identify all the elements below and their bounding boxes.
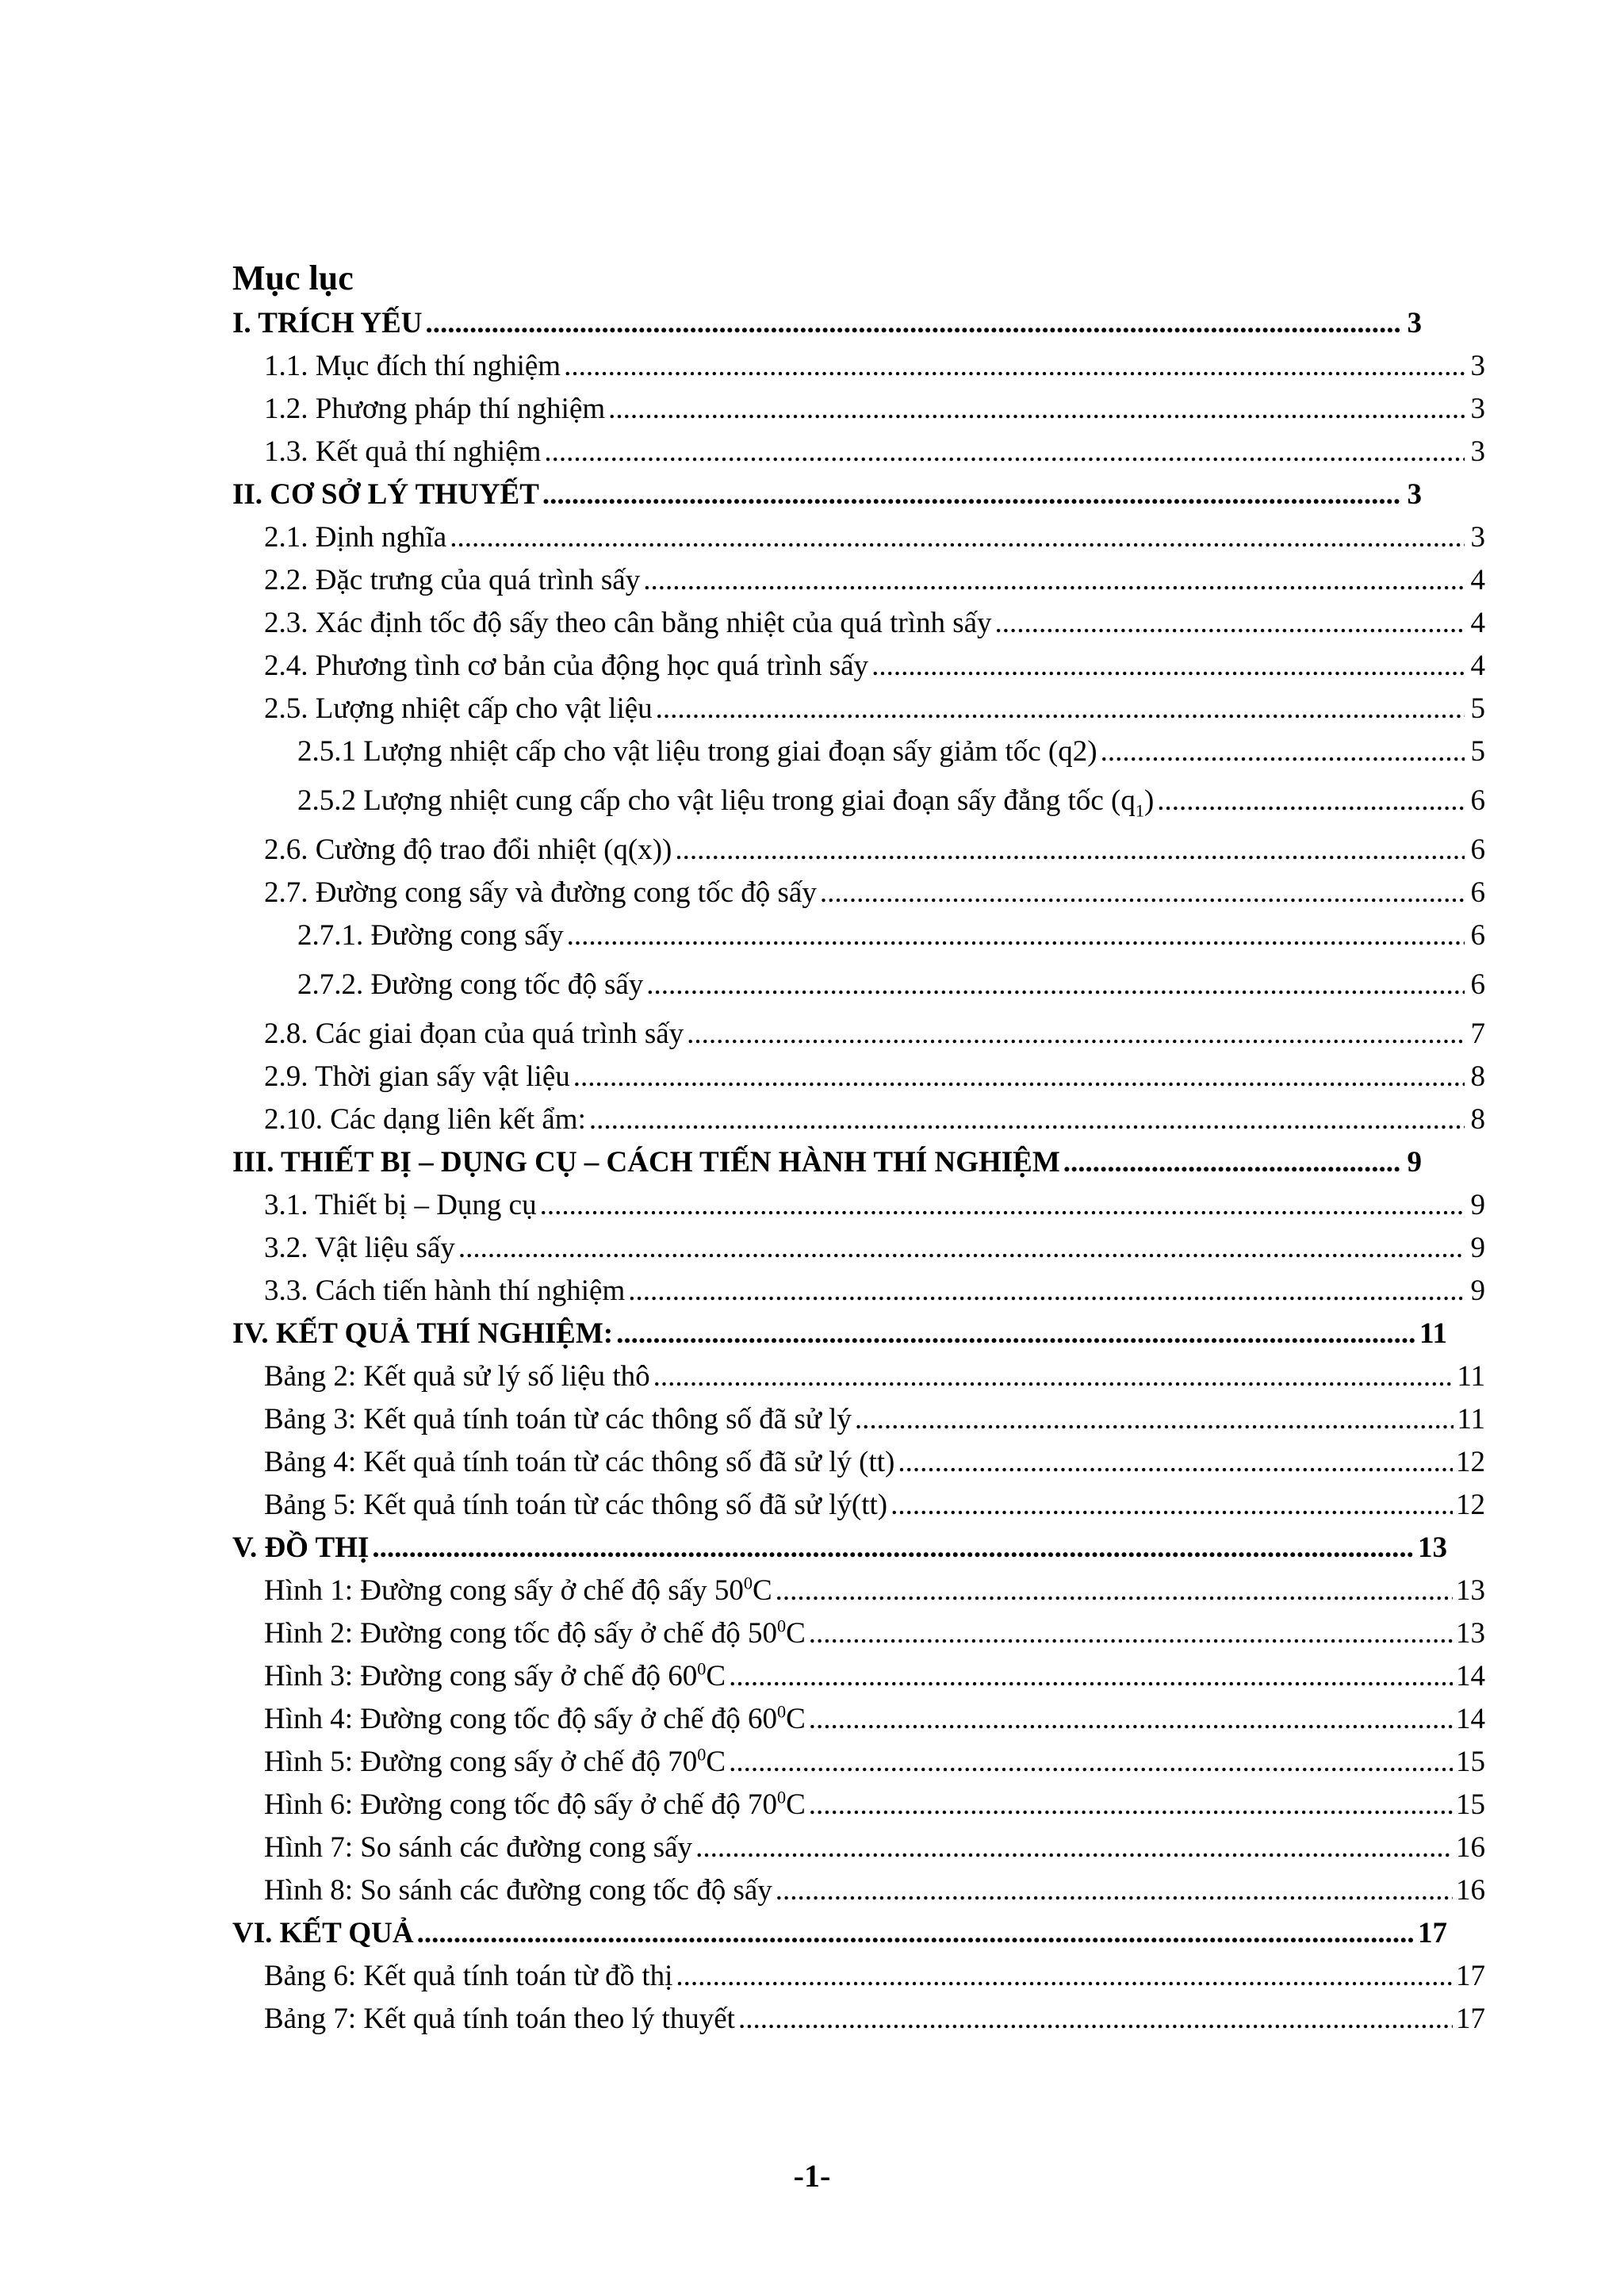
- toc-entry-1-1[interactable]: [232, 345, 1485, 388]
- toc-entry-3-1[interactable]: [232, 1184, 1485, 1227]
- dot-leader: [426, 302, 1401, 345]
- toc-entry-text: 3.1. Thiết bị – Dụng cụ: [264, 1189, 537, 1221]
- toc-entry-text-tail: C: [706, 1660, 726, 1692]
- dot-leader: [1101, 730, 1465, 773]
- toc-entry-text: IV. KẾT QUẢ THÍ NGHIỆM:: [232, 1317, 614, 1350]
- toc-entry-1-3[interactable]: [232, 431, 1485, 473]
- toc-entry-page: 13: [1456, 1617, 1485, 1650]
- toc-entry-text-main: 2.5.2 Lượng nhiệt cung cấp cho vật liệu trong giai đoạn sấy đẳng tốc (q: [297, 784, 1136, 817]
- toc-entry-text: 2.9. Thời gian sấy vật liệu: [264, 1060, 570, 1093]
- toc-entry-table-6[interactable]: [232, 1955, 1485, 1998]
- toc-entry-page: 17: [1418, 1917, 1447, 1949]
- toc-entry-text: Bảng 6: Kết quả tính toán từ đồ thị: [264, 1960, 673, 1992]
- toc-entry-text: 2.2. Đặc trưng của quá trình sấy: [264, 564, 641, 596]
- toc-entry-text: [264, 1741, 726, 1784]
- toc-entry-text-tail: C: [752, 1574, 772, 1607]
- dot-leader: [687, 1013, 1465, 1056]
- dot-leader: [656, 688, 1465, 730]
- dot-leader: [729, 1655, 1453, 1698]
- toc-entry-text: 1.1. Mục đích thí nghiệm: [264, 350, 561, 382]
- toc-entry-page: 17: [1456, 1960, 1485, 1992]
- dot-leader: [564, 345, 1465, 388]
- toc-entry-page: 5: [1470, 692, 1485, 725]
- toc-entry-section-3[interactable]: [232, 1141, 1485, 1184]
- toc-entry-page: 12: [1456, 1446, 1485, 1478]
- toc-entry-text-tail: C: [786, 1617, 806, 1650]
- toc-entry-3-2[interactable]: [232, 1227, 1485, 1270]
- toc-entry-page: 6: [1470, 876, 1485, 909]
- toc-entry-figure-4[interactable]: [232, 1698, 1485, 1741]
- toc-entry-page: 6: [1470, 919, 1485, 952]
- toc-entry-2-5-2[interactable]: [232, 773, 1485, 829]
- toc-entry-text: 1.3. Kết quả thí nghiệm: [264, 435, 542, 468]
- toc-entry-text-main: Hình 3: Đường cong sấy ở chế độ 60: [264, 1660, 698, 1692]
- toc-entry-text: 2.7.2. Đường cong tốc độ sấy: [297, 968, 644, 1001]
- superscript: 0: [776, 1701, 787, 1722]
- toc-entry-text-tail: C: [706, 1746, 726, 1778]
- toc-entry-text-main: Hình 6: Đường cong tốc độ sấy ở chế độ 70: [264, 1788, 777, 1821]
- dot-leader: [643, 559, 1465, 602]
- dot-leader: [628, 1270, 1465, 1313]
- dot-leader: [589, 1098, 1465, 1141]
- toc-entry-text: 3.2. Vật liệu sấy: [264, 1232, 455, 1264]
- toc-title: Mục lục: [232, 259, 354, 297]
- toc-entry-page: 3: [1470, 393, 1485, 425]
- toc-entry-text: Bảng 5: Kết quả tính toán từ các thông số đã sử lý(tt): [264, 1489, 888, 1521]
- toc-entry-text-tail: C: [786, 1788, 806, 1821]
- table-of-contents: [232, 258, 1485, 2041]
- toc-entry-page: 3: [1470, 350, 1485, 382]
- toc-entry-page: 14: [1456, 1660, 1485, 1692]
- dot-leader: [646, 957, 1465, 1013]
- toc-entry-1-2[interactable]: [232, 388, 1485, 431]
- dot-leader: [809, 1784, 1453, 1826]
- toc-entry-text: 2.6. Cường độ trao đổi nhiệt (q(x)): [264, 834, 672, 866]
- toc-entry-page: 9: [1470, 1232, 1485, 1264]
- toc-entry-page: 9: [1470, 1189, 1485, 1221]
- toc-entry-page: 11: [1457, 1403, 1485, 1435]
- toc-entry-table-4[interactable]: [232, 1441, 1485, 1484]
- dot-leader: [855, 1398, 1454, 1441]
- toc-entry-text: 2.1. Định nghĩa: [264, 521, 447, 554]
- toc-entry-2-7-1[interactable]: [232, 914, 1485, 957]
- toc-entry-table-3[interactable]: [232, 1398, 1485, 1441]
- toc-entry-text: Bảng 3: Kết quả tính toán từ các thông số đã sử lý: [264, 1403, 852, 1435]
- toc-entry-3-3[interactable]: [232, 1270, 1485, 1313]
- toc-entry-page: 12: [1456, 1489, 1485, 1521]
- toc-entry-2-10[interactable]: [232, 1098, 1485, 1141]
- dot-leader: [738, 1998, 1453, 2041]
- dot-leader: [417, 1912, 1415, 1955]
- toc-entry-page: 8: [1470, 1103, 1485, 1136]
- toc-entry-page: 9: [1407, 1146, 1422, 1179]
- dot-leader: [995, 602, 1465, 645]
- toc-entry-text: Hình 8: So sánh các đường cong tốc độ sấy: [264, 1874, 772, 1907]
- dot-leader: [809, 1698, 1453, 1741]
- toc-entry-text: 2.5.1 Lượng nhiệt cấp cho vật liệu trong giai đoạn sấy giảm tốc (q2): [297, 735, 1097, 768]
- dot-leader: [891, 1484, 1453, 1527]
- dot-leader: [540, 1184, 1465, 1227]
- toc-entry-text: [264, 1612, 806, 1655]
- toc-entry-text: [264, 1784, 806, 1826]
- toc-entry-text: [264, 1698, 806, 1741]
- toc-entry-text: Bảng 4: Kết quả tính toán từ các thông số đã sử lý (tt): [264, 1446, 895, 1478]
- toc-entry-text: 1.2. Phương pháp thí nghiệm: [264, 393, 606, 425]
- toc-entry-page: 8: [1470, 1060, 1485, 1093]
- toc-entry-text: 2.7.1. Đường cong sấy: [297, 919, 564, 952]
- dot-leader: [616, 1313, 1416, 1355]
- dot-leader: [676, 1955, 1453, 1998]
- toc-entry-figure-5[interactable]: [232, 1741, 1485, 1784]
- toc-entry-text: 2.3. Xác định tốc độ sấy theo cân bằng nhiệt của quá trình sấy: [264, 607, 992, 639]
- toc-entry-page: 4: [1470, 650, 1485, 682]
- dot-leader: [820, 872, 1465, 914]
- superscript: 0: [697, 1744, 707, 1765]
- toc-entry-figure-1[interactable]: [232, 1570, 1485, 1612]
- toc-entry-section-5[interactable]: [232, 1527, 1485, 1570]
- toc-entry-page: 16: [1456, 1831, 1485, 1864]
- toc-entry-2-5-1[interactable]: [232, 730, 1485, 773]
- subscript: 1: [1135, 800, 1144, 821]
- dot-leader: [776, 1869, 1453, 1912]
- toc-entry-page: 6: [1470, 784, 1485, 817]
- toc-entry-2-2[interactable]: [232, 559, 1485, 602]
- toc-entry-table-5[interactable]: [232, 1484, 1485, 1527]
- dot-leader: [573, 1056, 1465, 1098]
- toc-entry-text: II. CƠ SỞ LÝ THUYẾT: [232, 478, 539, 511]
- superscript: 0: [743, 1573, 753, 1593]
- dot-leader: [450, 516, 1465, 559]
- toc-entry-page: 13: [1456, 1574, 1485, 1607]
- toc-entry-page: 6: [1470, 834, 1485, 866]
- toc-entry-page: 3: [1470, 521, 1485, 554]
- toc-entry-text: 2.10. Các dạng liên kết ẩm:: [264, 1103, 586, 1136]
- toc-entry-text: 2.4. Phương tình cơ bản của động học quá trình sấy: [264, 650, 869, 682]
- dot-leader: [729, 1741, 1453, 1784]
- toc-entry-text-main: Hình 1: Đường cong sấy ở chế độ sấy 50: [264, 1574, 744, 1607]
- toc-entry-figure-2[interactable]: [232, 1612, 1485, 1655]
- toc-entry-text-tail: ): [1143, 784, 1155, 817]
- toc-entry-text: 3.3. Cách tiến hành thí nghiệm: [264, 1274, 626, 1307]
- toc-entry-text-main: Hình 4: Đường cong tốc độ sấy ở chế độ 60: [264, 1703, 777, 1735]
- toc-entry-figure-6[interactable]: [232, 1784, 1485, 1826]
- toc-entry-page: 4: [1470, 607, 1485, 639]
- toc-entry-text: Bảng 2: Kết quả sử lý số liệu thô: [264, 1360, 650, 1393]
- dot-leader: [653, 1355, 1454, 1398]
- dot-leader: [871, 645, 1465, 688]
- dot-leader: [898, 1441, 1453, 1484]
- toc-entry-2-7-2[interactable]: [232, 957, 1485, 1013]
- toc-entry-text: 2.7. Đường cong sấy và đường cong tốc độ sấy: [264, 876, 817, 909]
- toc-entry-figure-8[interactable]: [232, 1869, 1485, 1912]
- dot-leader: [776, 1570, 1453, 1612]
- toc-entry-text: Hình 7: So sánh các đường cong sấy: [264, 1831, 693, 1864]
- toc-entry-2-1[interactable]: [232, 516, 1485, 559]
- superscript: 0: [776, 1787, 787, 1807]
- toc-entry-page: 3: [1407, 307, 1422, 339]
- toc-entry-2-3[interactable]: [232, 602, 1485, 645]
- dot-leader: [675, 829, 1465, 872]
- toc-entry-page: 6: [1470, 968, 1485, 1001]
- toc-entry-text: III. THIẾT BỊ – DỤNG CỤ – CÁCH TIẾN HÀNH THÍ NGHIỆM: [232, 1146, 1060, 1179]
- toc-entry-text: [264, 1570, 772, 1612]
- toc-entry-page: 14: [1456, 1703, 1485, 1735]
- toc-entry-section-2[interactable]: [232, 473, 1485, 516]
- toc-entry-2-4[interactable]: [232, 645, 1485, 688]
- toc-entry-page: 15: [1456, 1788, 1485, 1821]
- toc-entry-page: 7: [1470, 1018, 1485, 1050]
- toc-entry-page: 17: [1456, 2003, 1485, 2035]
- dot-leader: [608, 388, 1465, 431]
- dot-leader: [372, 1527, 1415, 1570]
- toc-entry-section-6[interactable]: [232, 1912, 1485, 1955]
- page-number: -1-: [793, 2158, 831, 2194]
- dot-leader: [695, 1826, 1453, 1869]
- toc-entry-table-2[interactable]: [232, 1355, 1485, 1398]
- toc-entry-page: 3: [1470, 435, 1485, 468]
- toc-entry-text: 2.5. Lượng nhiệt cấp cho vật liệu: [264, 692, 653, 725]
- toc-entry-2-5[interactable]: [232, 688, 1485, 730]
- toc-entry-section-4[interactable]: [232, 1313, 1485, 1355]
- toc-entry-section-1[interactable]: [232, 302, 1485, 345]
- toc-entry-page: 5: [1470, 735, 1485, 768]
- superscript: 0: [776, 1616, 787, 1636]
- toc-entry-text-main: Hình 2: Đường cong tốc độ sấy ở chế độ 50: [264, 1617, 777, 1650]
- toc-entry-text: [264, 1655, 726, 1698]
- toc-entry-figure-3[interactable]: [232, 1655, 1485, 1698]
- toc-entry-text: 2.8. Các giai đọan của quá trình sấy: [264, 1018, 684, 1050]
- toc-entry-text: [297, 773, 1154, 829]
- toc-entry-2-6[interactable]: [232, 829, 1485, 872]
- toc-entry-page: 4: [1470, 564, 1485, 596]
- toc-entry-2-7[interactable]: [232, 872, 1485, 914]
- toc-entry-2-9[interactable]: [232, 1056, 1485, 1098]
- dot-leader: [458, 1227, 1465, 1270]
- toc-entry-text-tail: C: [786, 1703, 806, 1735]
- toc-entry-page: 9: [1470, 1274, 1485, 1307]
- toc-entry-page: 11: [1457, 1360, 1485, 1393]
- toc-entry-text: I. TRÍCH YẾU: [232, 307, 423, 339]
- superscript: 0: [697, 1658, 707, 1679]
- dot-leader: [1063, 1141, 1401, 1184]
- toc-entry-figure-7[interactable]: [232, 1826, 1485, 1869]
- toc-entry-2-8[interactable]: [232, 1013, 1485, 1056]
- toc-entry-page: 13: [1418, 1531, 1447, 1564]
- dot-leader: [544, 431, 1465, 473]
- dot-leader: [1157, 773, 1465, 829]
- toc-entry-table-7[interactable]: [232, 1998, 1485, 2041]
- dot-leader: [567, 914, 1465, 957]
- toc-entry-text: Bảng 7: Kết quả tính toán theo lý thuyết: [264, 2003, 735, 2035]
- toc-entry-text: VI. KẾT QUẢ: [232, 1917, 414, 1949]
- toc-entry-text: V. ĐỒ THỊ: [232, 1531, 370, 1564]
- toc-entry-text-main: Hình 5: Đường cong sấy ở chế độ 70: [264, 1746, 698, 1778]
- dot-leader: [542, 473, 1401, 516]
- toc-entry-page: 15: [1456, 1746, 1485, 1778]
- dot-leader: [809, 1612, 1453, 1655]
- toc-entry-page: 11: [1419, 1317, 1447, 1350]
- toc-entry-page: 16: [1456, 1874, 1485, 1907]
- toc-entry-page: 3: [1407, 478, 1422, 511]
